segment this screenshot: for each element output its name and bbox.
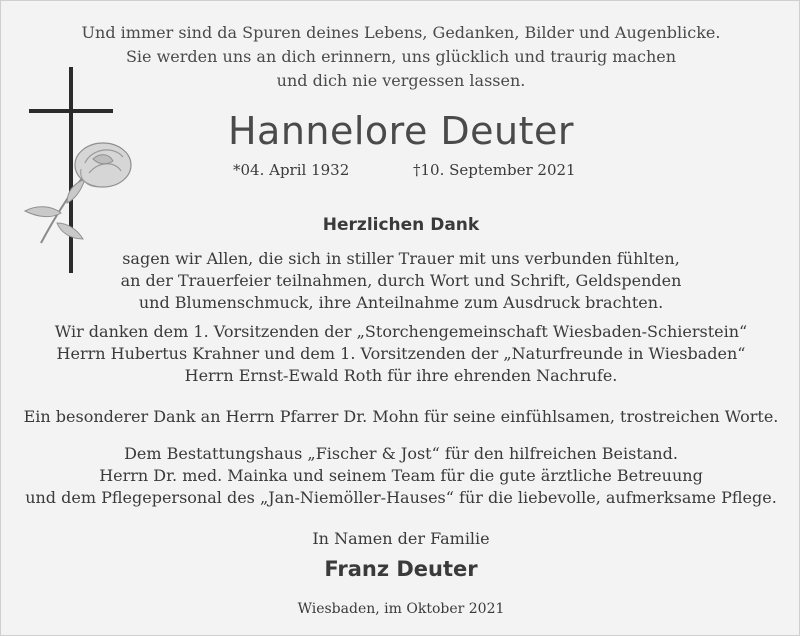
birth-date: *04. April 1932 <box>233 161 350 179</box>
cross-icon <box>21 65 141 275</box>
death-date: †10. September 2021 <box>413 161 576 179</box>
paragraph-line: Ein besonderer Dank an Herrn Pfarrer Dr. Mohn für seine einfühlsamen, trostreichen Worte. <box>23 407 779 426</box>
signer-name: Franz Deuter <box>324 557 478 581</box>
intro-verse <box>1 21 800 93</box>
thanks-paragraph-4 <box>1 443 800 509</box>
paragraph-line: an der Trauerfeier teilnahmen, durch Wort und Schrift, Geldspenden <box>120 271 682 290</box>
deceased-name: Hannelore Deuter <box>227 109 575 153</box>
paragraph-line: Herrn Ernst-Ewald Roth für ihre ehrenden Nachrufe. <box>184 366 618 385</box>
paragraph-line: Herrn Dr. med. Mainka und seinem Team für die gute ärztliche Betreuung <box>99 466 703 485</box>
paragraph-line: Dem Bestattungshaus „Fischer & Jost“ für den hilfreichen Beistand. <box>124 444 678 463</box>
paragraph-line: sagen wir Allen, die sich in stiller Trauer mit uns verbunden fühlten, <box>122 249 680 268</box>
paragraph-line: und dem Pflegepersonal des „Jan-Niemöller-Hauses“ für die liebevolle, aufmerksame Pflege. <box>25 488 777 507</box>
thanks-paragraph-2 <box>1 321 800 387</box>
thanks-heading: Herzlichen Dank <box>322 215 480 235</box>
intro-line-2: Sie werden uns an dich erinnern, uns glücklich und traurig machen <box>125 47 677 66</box>
intro-line-1: Und immer sind da Spuren deines Lebens, Gedanken, Bilder und Augenblicke. <box>81 23 721 42</box>
signoff-phrase: In Namen der Familie <box>312 529 490 548</box>
intro-line-3: und dich nie vergessen lassen. <box>276 71 526 90</box>
paragraph-line: Wir danken dem 1. Vorsitzenden der „Storchengemeinschaft Wiesbaden-Schierstein“ <box>54 322 748 341</box>
thanks-paragraph-3 <box>1 406 800 428</box>
place-and-date: Wiesbaden, im Oktober 2021 <box>297 601 505 617</box>
paragraph-line: und Blumenschmuck, ihre Anteilnahme zum Ausdruck brachten. <box>138 293 664 312</box>
thanks-paragraph-1 <box>1 248 800 314</box>
paragraph-line: Herrn Hubertus Krahner und dem 1. Vorsitzenden der „Naturfreunde in Wiesbaden“ <box>56 344 746 363</box>
